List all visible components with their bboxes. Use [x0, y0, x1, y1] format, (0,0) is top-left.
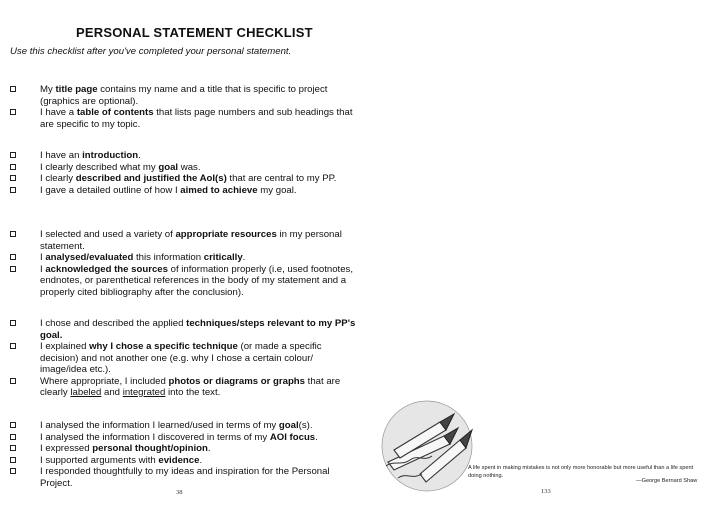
checkbox-icon[interactable]	[10, 468, 16, 474]
page-subtitle: Use this checklist after you've completed your personal statement.	[10, 46, 292, 57]
checklist-item-text: I analysed/evaluated this information critically.	[40, 252, 246, 263]
page-number: 38	[176, 489, 183, 496]
checklist-section	[10, 420, 356, 489]
checklist-section	[10, 229, 356, 298]
checklist-item	[10, 432, 356, 444]
checklist-item	[10, 173, 356, 185]
checklist-item	[10, 252, 356, 264]
checkbox-icon[interactable]	[10, 254, 16, 260]
checklist-item-text: I acknowledged the sources of information properly (i.e, used footnotes, endnotes, or parenthetical references in the body of my statement and a properly cited bibliography after the conclusion).	[40, 263, 354, 298]
checklist-item-text: My title page contains my name and a title that is specific to project (graphics are optional).	[40, 84, 328, 107]
checkbox-icon[interactable]	[10, 445, 16, 451]
checklist-item-text: I chose and described the applied techniques/steps relevant to my PP's goal.	[40, 318, 356, 341]
quote-author: —George Bernard Shaw	[636, 478, 698, 484]
checklist-item	[10, 229, 356, 252]
checklist-item-text: I have an introduction.	[40, 150, 141, 161]
checklist-item-text: I responded thoughtfully to my ideas and inspiration for the Personal Project.	[40, 466, 330, 489]
checklist-item	[10, 150, 356, 162]
checklist-item	[10, 264, 356, 299]
checkbox-icon[interactable]	[10, 457, 16, 463]
checklist-item	[10, 318, 356, 341]
checklist-item-text: I have a table of contents that lists page numbers and sub headings that are specific to my topic.	[40, 107, 353, 130]
checklist-item-text: I explained why I chose a specific technique (or made a specific decision) and not another one (e.g. why I chose a certain colour/ image/idea etc.).	[40, 341, 322, 375]
checklist-item-text: I supported arguments with evidence.	[40, 454, 203, 466]
left-page	[10, 0, 360, 515]
checklist-item-text: I analysed the information I learned/used in terms of my goal(s).	[40, 420, 313, 431]
checkbox-icon[interactable]	[10, 187, 16, 193]
checklist-section	[10, 318, 356, 399]
right-page	[372, 0, 728, 515]
checklist-item-text: Where appropriate, I included photos or diagrams or graphs that are clearly labeled and integrated into the text.	[40, 375, 341, 398]
checklist-section	[10, 84, 356, 130]
checklist-item	[10, 341, 356, 376]
quote-text: A life spent in making mistakes is not only more honorable but more useful than a life spent doing nothing.	[468, 465, 694, 479]
checklist-item-text: I gave a detailed outline of how I aimed to achieve my goal.	[40, 184, 297, 196]
checkbox-icon[interactable]	[10, 320, 16, 326]
checklist-item	[10, 455, 356, 467]
checklist-section	[10, 150, 356, 196]
checkbox-icon[interactable]	[10, 343, 16, 349]
checklist-item	[10, 84, 356, 107]
checklist-item	[10, 107, 356, 130]
checkbox-icon[interactable]	[10, 266, 16, 272]
checkbox-icon[interactable]	[10, 434, 16, 440]
checklist-item	[10, 443, 356, 455]
checkbox-icon[interactable]	[10, 175, 16, 181]
checklist-item-text: I clearly described and justified the AoI(s) that are central to my PP.	[40, 173, 337, 184]
checklist-item	[10, 376, 356, 399]
checkbox-icon[interactable]	[10, 164, 16, 170]
checkbox-icon[interactable]	[10, 231, 16, 237]
checkbox-icon[interactable]	[10, 86, 16, 92]
checklist-item	[10, 466, 356, 489]
checkbox-icon[interactable]	[10, 422, 16, 428]
checklist-item	[10, 420, 356, 432]
checklist-item-text: I clearly described what my goal was.	[40, 161, 201, 173]
checklist-item-text: I expressed personal thought/opinion.	[40, 443, 211, 454]
page-title: PERSONAL STATEMENT CHECKLIST	[76, 25, 313, 40]
checklist-item	[10, 185, 356, 197]
checkbox-icon[interactable]	[10, 378, 16, 384]
checklist-item	[10, 162, 356, 174]
page-number-right: 133	[541, 488, 551, 495]
checkbox-icon[interactable]	[10, 152, 16, 158]
checklist-item-text: I analysed the information I discovered in terms of my AOI focus.	[40, 431, 318, 443]
checkbox-icon[interactable]	[10, 109, 16, 115]
pens-writing-icon	[380, 400, 474, 492]
checklist-item-text: I selected and used a variety of appropriate resources in my personal statement.	[40, 229, 342, 252]
